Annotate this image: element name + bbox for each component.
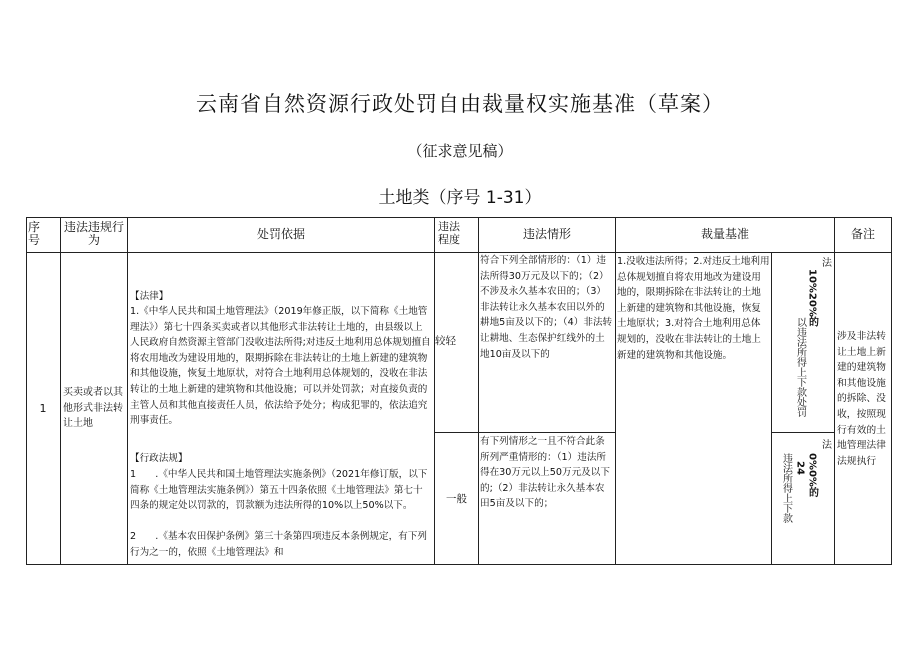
circumstance-light: 符合下列全部情形的：（1）违法所得30万元及以下的；（2）不涉及永久基本农田的；（3）非法转让永久基本农田以外的耕地5亩及以下的；（4）非法转让耕地、生态保护红线外的土地10亩及以下的 [480, 255, 613, 360]
col-divider [834, 217, 835, 565]
degree-general: 一般 [446, 493, 467, 505]
basis-regulation-text: 2 .《基本农田保护条例》第三十条第四项违反本条例规定，有下列行为之一的，依照《土地管理法》和 [130, 531, 427, 558]
header-degree: 违法程度 [438, 220, 460, 246]
fine-general-rate: 0%0%的 [806, 453, 818, 497]
header-circumstance: 违法情形 [522, 227, 571, 241]
basis-regulation-heading: 【行政法规】 [130, 453, 188, 464]
row-divider [771, 432, 835, 433]
col-divider [60, 217, 61, 565]
fine-general-text: 违法所得上下款 [780, 453, 792, 523]
header-seq: 序号 [28, 220, 41, 247]
row-divider [434, 432, 616, 433]
table-border-top [26, 217, 892, 218]
row-violation: 买卖或者以其他形式非法转让土地 [63, 387, 123, 430]
remark-text: 涉及非法转让土地上新建的建筑物和其他设施的拆除、没收，按照现行有效的土地管理法律法规执行 [837, 331, 886, 467]
section-heading: 土地类（序号 1-31） [378, 188, 542, 208]
fine-light-label: 法 [819, 257, 831, 267]
col-divider [615, 217, 616, 565]
table-border-bottom [26, 564, 892, 565]
degree-light: 较轻 [435, 335, 456, 347]
col-divider [127, 217, 128, 565]
header-remark: 备注 [850, 227, 875, 241]
standard-text: 1.没收违法所得；2.对违反土地利用总体规划擅自将农用地改为建设用地的，限期拆除在非法转让的土地上新建的建筑物和其他设施，恢复土地原状；3.对符合土地利用总体规划的，没收在非法转让的土地上新建的建筑物和其他设施。 [617, 256, 770, 361]
row-seq: 1 [39, 402, 47, 415]
document-subtitle: （征求意见稿） [407, 142, 513, 160]
fine-light-text: 以违法所得上下款处罚 [794, 317, 806, 417]
col-divider [434, 217, 435, 565]
circumstance-general: 有下列情形之一且不符合此条所列严重情形的：（1）违法所得在30万元以上50万元及以下的;（2）非法转让永久基本农田5亩及以下的； [480, 436, 610, 510]
penalty-table [26, 217, 892, 565]
header-violation: 违法违规行为 [63, 220, 124, 247]
document-title: 云南省自然资源行政处罚自由裁量权实施基准（草案） [196, 92, 724, 116]
col-divider [478, 217, 479, 565]
basis-regulation-text: 1 .《中华人民共和国土地管理法实施条例》（2021年修订版，以下简称《土地管理法实施条例》）第五十四条依照《土地管理法》第七十四条的规定处以罚款的，罚款额为违法所得的10%以上50%以下。 [130, 469, 428, 512]
table-header-bottom [26, 252, 892, 253]
header-basis: 处罚依据 [256, 227, 305, 241]
table-border-right [891, 217, 892, 565]
header-standard: 裁量基准 [700, 227, 749, 241]
basis-law-text: 1.《中华人民共和国土地管理法》（2019年修正版，以下简称《土地管理法》）第七十四条买卖或者以其他形式非法转让土地的，由县级以上人民政府自然资源主管部门没收违法所得;对违反土地利用总体规划擅自将农用地改为建设用地的，限期拆除在非法转让的土地上新建的建筑物和其他设施，恢复土地原状，对符合土地利用总体规划的，没收在非法转让的土地上新建的建筑物和其他设施；可以并处罚款；对直接负责的主管人员和其他直接责任人员，依法给予处分；构成犯罪的，依法追究刑事责任。 [130, 306, 431, 427]
fine-general-number: 24 [794, 461, 806, 475]
basis-law-heading: 【法律】 [130, 291, 169, 302]
table-border-left [26, 217, 27, 565]
fine-general-label: 法 [819, 439, 831, 449]
fine-light-rate: 10%20%的 [806, 269, 818, 327]
col-divider [771, 253, 772, 565]
